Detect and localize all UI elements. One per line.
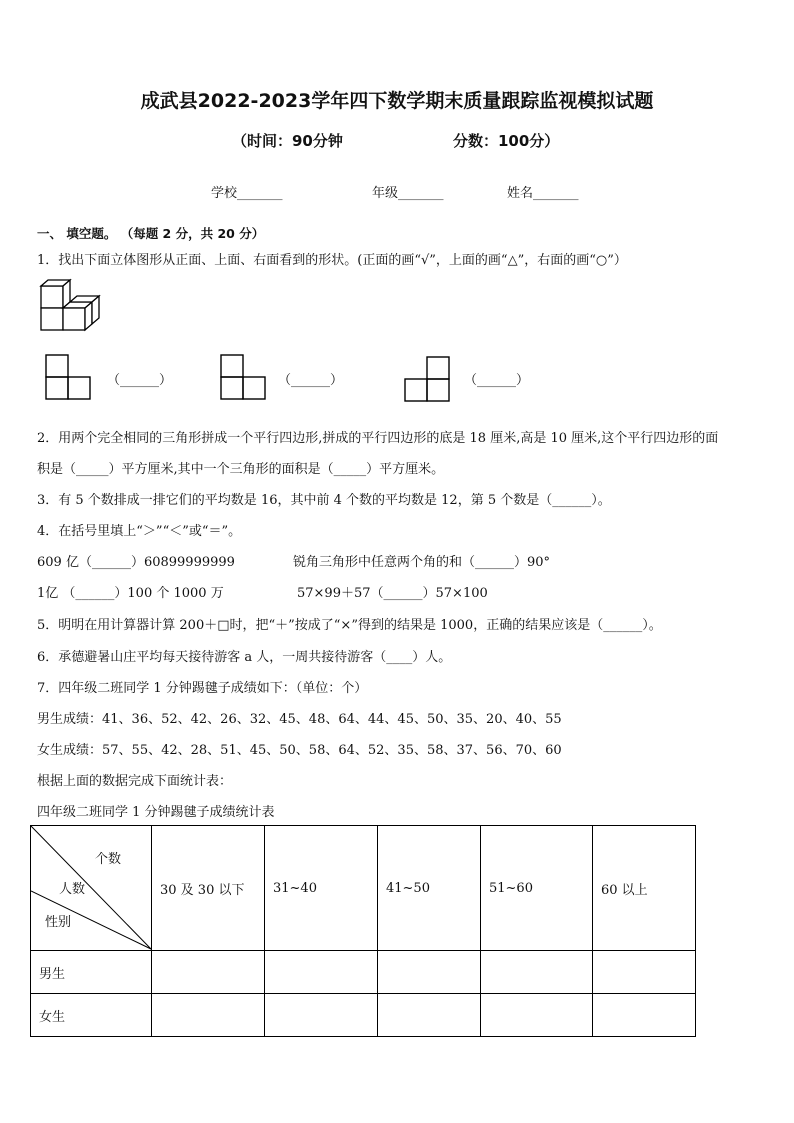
view-shape-3 (404, 356, 452, 402)
table-cell[interactable] (378, 951, 481, 994)
section-heading: 一、 填空题。 （每题 2 分，共 20 分） (37, 226, 265, 241)
question-6: 6．承德避暑山庄平均每天接待游客 a 人，一周共接待游客（____）人。 (37, 650, 452, 665)
question-4-a: 609 亿（______）60899999999 (37, 555, 235, 570)
statistics-table (30, 825, 696, 1037)
column-header: 41~50 (378, 826, 481, 951)
question-2-line-1: 2．用两个完全相同的三角形拼成一个平行四边形,拼成的平行四边形的底是 18 厘米,高是 10 厘米,这个平行四边形的面 (37, 431, 719, 446)
table-title: 四年级二班同学 1 分钟踢毽子成绩统计表 (37, 805, 275, 820)
table-cell[interactable] (481, 951, 593, 994)
diagonal-header-cell (31, 826, 152, 951)
q1-blank-2[interactable]: （______） (278, 373, 344, 388)
question-4-b: 锐角三角形中任意两个角的和（______）90° (293, 555, 551, 570)
table-row (31, 994, 696, 1037)
q1-blank-1[interactable]: （______） (107, 373, 173, 388)
row-header: 男生 (31, 951, 152, 994)
column-header: 30 及 30 以下 (152, 826, 265, 951)
solid-figure-icon (38, 276, 102, 332)
table-cell[interactable] (265, 951, 378, 994)
question-4-d: 57×99＋57（______）57×100 (297, 586, 488, 601)
question-3: 3．有 5 个数排成一排它们的平均数是 16，其中前 4 个数的平均数是 12，第 5 个数是（______）。 (37, 493, 611, 508)
table-cell[interactable] (593, 994, 696, 1037)
question-1: 1．找出下面立体图形从正面、上面、右面看到的形状。(正面的画“√”，上面的画“△”，右面的画“○”） (37, 253, 627, 268)
diag-gender-label: 性别 (45, 915, 72, 930)
question-5: 5．明明在用计算器计算 200＋□时，把“＋”按成了“×”得到的结果是 1000，正确的结果应该是（______）。 (37, 618, 662, 633)
name-field[interactable]: 姓名_______ (507, 186, 579, 201)
question-2-line-2: 积是（_____）平方厘米,其中一个三角形的面积是（_____）平方厘米。 (37, 462, 445, 477)
score-label: 分数：100分） (453, 132, 560, 150)
boys-scores: 男生成绩：41、36、52、42、26、32、45、48、64、44、45、50、35、20、40、55 (37, 712, 562, 727)
table-cell[interactable] (152, 951, 265, 994)
column-header: 31~40 (265, 826, 378, 951)
row-header: 女生 (31, 994, 152, 1037)
table-row (31, 951, 696, 994)
view-shape-1 (45, 354, 93, 400)
school-field[interactable]: 学校_______ (211, 186, 283, 201)
time-label: （时间：90分钟 (232, 132, 343, 150)
table-cell[interactable] (152, 994, 265, 1037)
girls-scores: 女生成绩：57、55、42、28、51、45、50、58、64、52、35、58、37、56、70、60 (37, 743, 562, 758)
table-instruction: 根据上面的数据完成下面统计表： (37, 774, 233, 789)
column-header: 51~60 (481, 826, 593, 951)
question-4-c: 1亿 （______）100 个 1000 万 (37, 586, 224, 601)
table-cell[interactable] (593, 951, 696, 994)
table-cell[interactable] (378, 994, 481, 1037)
column-header: 60 以上 (593, 826, 696, 951)
question-4: 4．在括号里填上“＞”“＜”或“＝”。 (37, 524, 242, 539)
view-shape-2 (220, 354, 268, 400)
diag-people-label: 人数 (59, 882, 86, 897)
page-title: 成武县2022-2023学年四下数学期末质量跟踪监视模拟试题 (140, 90, 654, 112)
grade-field[interactable]: 年级_______ (372, 186, 444, 201)
diag-count-label: 个数 (95, 852, 122, 867)
question-7: 7．四年级二班同学 1 分钟踢毽子成绩如下：（单位：个） (37, 681, 368, 696)
table-cell[interactable] (481, 994, 593, 1037)
diagonal-lines (31, 826, 152, 950)
q1-blank-3[interactable]: （______） (464, 373, 530, 388)
table-cell[interactable] (265, 994, 378, 1037)
